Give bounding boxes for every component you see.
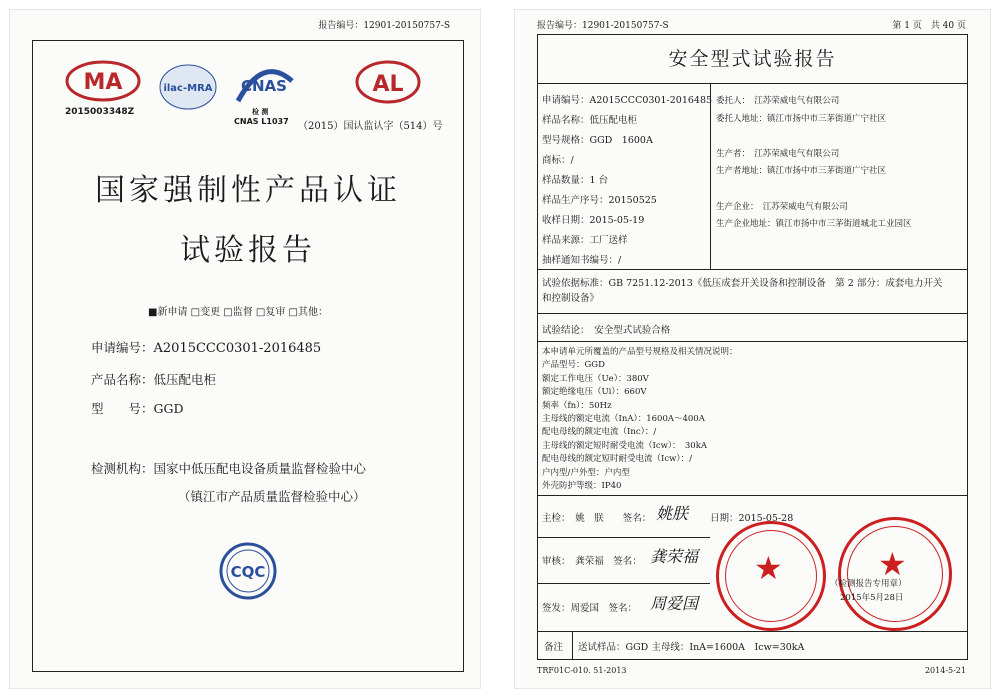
basis-line: 试验依据标准：GB 7251.12-2013《低压成套开关设备和控制设备 第 2 部分：成套电力开关 <box>542 278 943 289</box>
info-line: 样品名称：低压配电柜 <box>542 115 638 126</box>
svg-text:CNAS: CNAS <box>241 77 287 95</box>
info-line: 样品数量：1 台 <box>542 175 609 186</box>
cover-subtitle: 试验报告 <box>180 233 316 268</box>
approver-label: 签发：周爱国 签名： <box>542 603 638 614</box>
spec-line: 户内型/户外型：户内型 <box>542 467 630 478</box>
info-line: 型号规格：GGD 1600A <box>542 135 653 146</box>
cnas-logo <box>228 61 298 131</box>
info-line: 生产企业： 江苏荣威电气有限公司 <box>716 201 848 212</box>
column-divider <box>572 631 573 659</box>
remark-label: 备注 <box>544 642 564 653</box>
certificate-cover-page <box>10 10 480 688</box>
cqc-logo <box>218 541 278 605</box>
spec-line: 本申请单元所覆盖的产品型号规格及相关情况说明： <box>542 347 738 357</box>
divider <box>538 583 710 584</box>
approver-row <box>542 600 637 614</box>
remark-text: 送试样品：GGD 主母线：InA=1600A Icw=30kA <box>578 642 805 653</box>
svg-text:ilac-MRA: ilac-MRA <box>163 83 213 94</box>
field-product-name <box>91 370 216 388</box>
field-value: 低压配电柜 <box>153 372 217 387</box>
star-icon: ★ <box>754 549 783 587</box>
spec-line: 主母线的额定电流（InA）：1600A～400A <box>542 414 705 425</box>
form-code: TRF01C-010. 51-2013 <box>537 666 627 675</box>
stamp-note: （检测报告专用章） <box>830 579 907 589</box>
product-specs <box>542 346 738 493</box>
spec-line: 额定工作电压（Ue）：380V <box>542 373 649 384</box>
report-title: 安全型式试验报告 <box>668 48 837 70</box>
field-value: GGD <box>153 401 184 416</box>
cma-logo <box>63 59 143 119</box>
divider <box>538 269 967 270</box>
spec-line: 额定绝缘电压（Ui）：660V <box>542 387 647 398</box>
approver-signature: 周爱国 <box>650 594 699 613</box>
info-line: 样品来源：工厂送样 <box>542 235 628 246</box>
spec-line: 外壳防护等级：IP40 <box>542 481 622 492</box>
info-line: 生产者： 江苏荣威电气有限公司 <box>716 148 840 159</box>
divider <box>538 631 967 632</box>
report-table <box>537 34 968 660</box>
reviewer-signature: 龚荣福 <box>650 547 699 566</box>
cma-code: 2015003348Z <box>65 107 135 117</box>
spec-line: 配电母线的额定电流（Inc）：/ <box>542 427 657 438</box>
info-line <box>716 128 912 146</box>
reviewer-row <box>542 553 642 567</box>
field-application-no <box>91 338 321 356</box>
inspector-date: 日期：2015-05-28 <box>710 513 794 524</box>
cal-logo <box>298 59 458 139</box>
page-info: 第 1 页 共 40 页 <box>892 21 966 31</box>
inspector-label: 主检： 姚 朕 签名： <box>542 513 652 524</box>
info-line: 申请编号：A2015CCC0301-2016485 <box>542 95 713 106</box>
cal-text: （2015）国认监认字（514）号 <box>298 121 443 132</box>
cover-title: 国家强制性产品认证 <box>95 173 401 208</box>
cnas-code: CNAS L1037 <box>234 117 289 126</box>
field-label: 申请编号： <box>91 340 154 355</box>
report-number: 报告编号：12901-20150757-S <box>537 21 669 31</box>
field-model <box>91 399 184 417</box>
svg-text:AL: AL <box>372 72 404 97</box>
divider <box>538 341 967 342</box>
divider <box>538 495 967 496</box>
agency-name: 国家中低压配电设备质量监督检验中心 <box>153 461 367 476</box>
divider <box>538 537 710 538</box>
info-line <box>716 181 912 199</box>
info-line: 收样日期：2015-05-19 <box>542 215 645 226</box>
ilac-mra-logo <box>158 63 218 113</box>
field-label: 产品名称： <box>91 372 154 387</box>
test-conclusion: 试验结论： 安全型式试验合格 <box>542 325 671 336</box>
star-icon: ★ <box>878 545 907 583</box>
report-number: 报告编号：12901-20150757-S <box>318 21 450 31</box>
divider <box>538 83 967 84</box>
inspector-row <box>542 510 651 524</box>
client-info <box>716 93 912 234</box>
svg-text:MA: MA <box>83 70 123 95</box>
info-line: 委托人： 江苏荣威电气有限公司 <box>716 96 840 106</box>
testing-agency <box>91 459 366 477</box>
field-label: 型 号： <box>91 401 154 416</box>
info-line: 商标：/ <box>542 155 574 166</box>
inspection-seal-stamp <box>716 521 826 631</box>
info-line: 样品生产序号：20150525 <box>542 195 657 206</box>
sample-info <box>542 91 712 271</box>
spec-line: 主母线的额定短时耐受电流（Icw）： 30kA <box>542 440 708 451</box>
form-date: 2014-5-21 <box>924 666 966 675</box>
field-value: A2015CCC0301-2016485 <box>153 341 322 356</box>
test-basis <box>542 276 942 306</box>
svg-text:CQC: CQC <box>230 563 266 581</box>
agency-label: 检测机构： <box>91 461 154 476</box>
cnas-label: 检 测 <box>252 108 269 116</box>
basis-line: 和控制设备》 <box>542 293 600 304</box>
info-line: 生产者地址：镇江市扬中市三茅街道广宁社区 <box>716 166 887 177</box>
agency-alt-name: （镇江市产品质量监督检验中心） <box>178 489 366 504</box>
application-type-options: ■新申请 □变更 □监督 □复审 □其他： <box>148 307 328 318</box>
spec-line: 配电母线的额定短时耐受电流（Icw）：/ <box>542 454 693 465</box>
stamp-date: 2015年5月28日 <box>840 593 904 603</box>
info-line: 生产企业地址：镇江市扬中市三茅街道城北工业园区 <box>716 219 912 230</box>
type-test-report-page <box>515 10 990 688</box>
cover-frame <box>32 40 464 672</box>
info-line: 抽样通知书编号：/ <box>542 255 622 266</box>
spec-line: 产品型号：GGD <box>542 360 605 371</box>
inspector-signature: 姚朕 <box>656 504 689 523</box>
divider <box>538 313 967 314</box>
reviewer-label: 审核： 龚荣福 签名： <box>542 556 642 567</box>
spec-line: 频率（fn）：50Hz <box>542 400 612 411</box>
info-line: 委托人地址：镇江市扬中市三茅街道广宁社区 <box>716 113 887 124</box>
test-report-seal-stamp <box>838 517 952 631</box>
